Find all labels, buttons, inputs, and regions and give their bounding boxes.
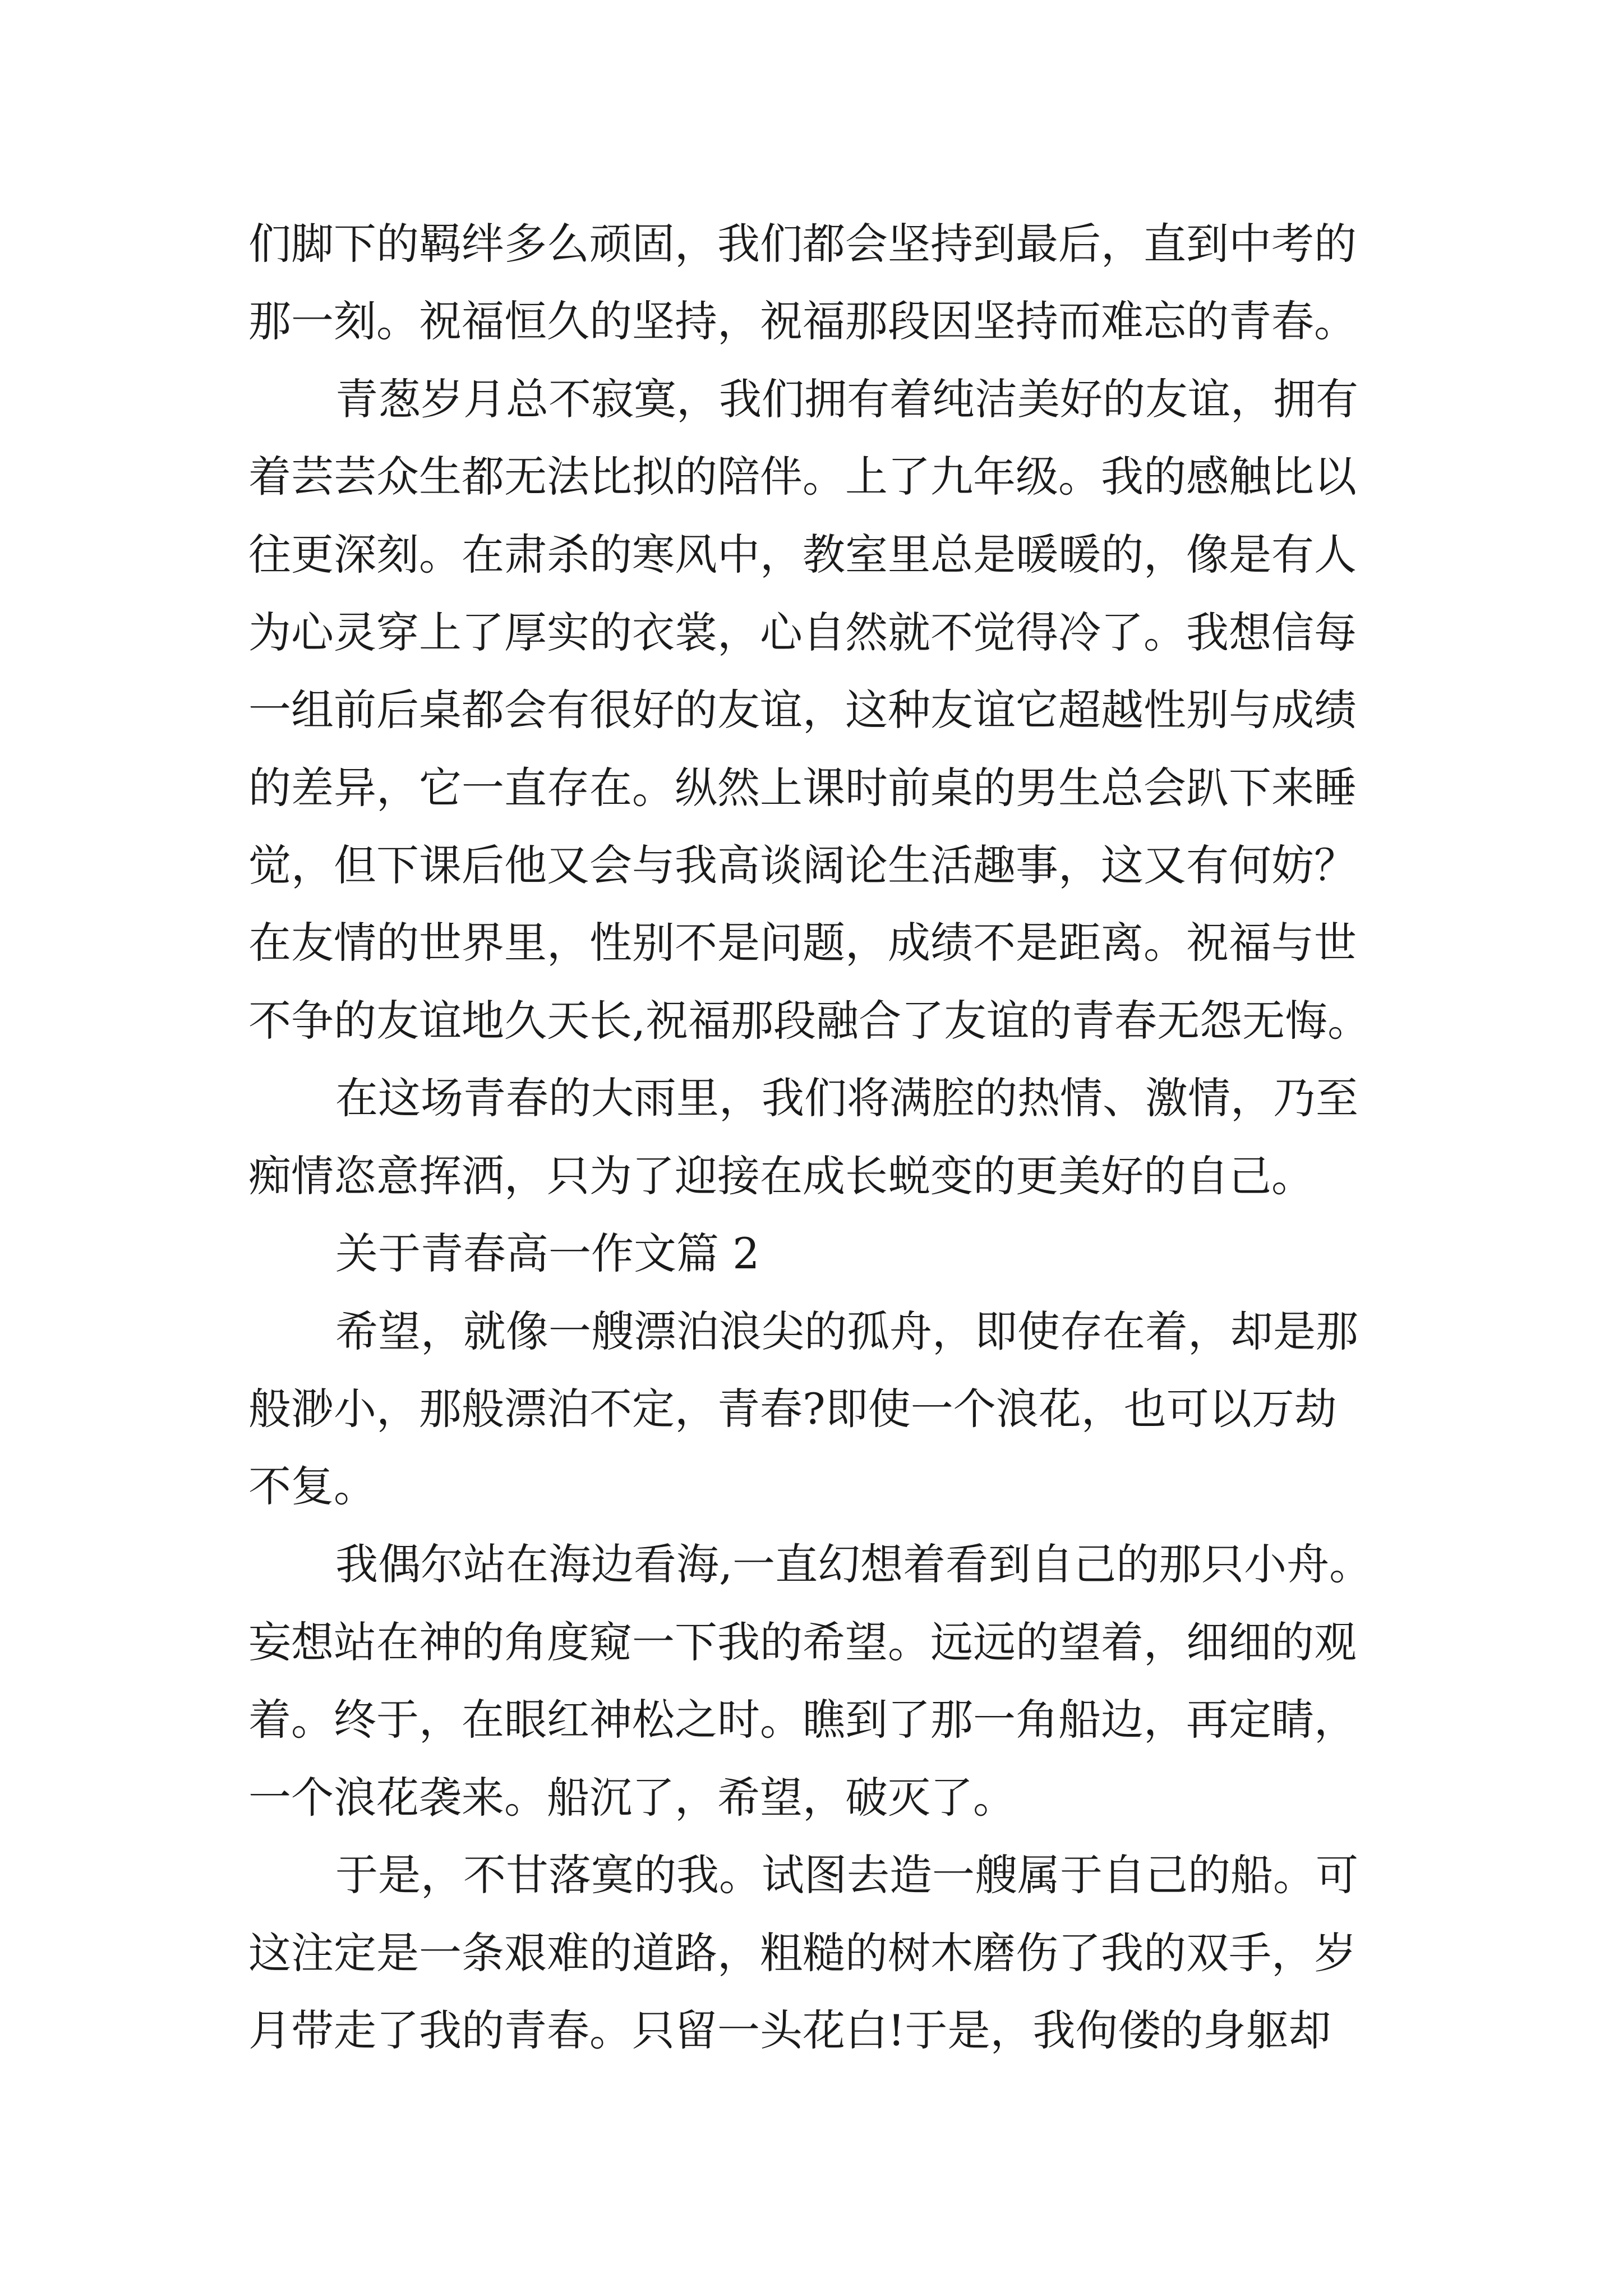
text-line: 痴情恣意挥洒，只为了迎接在成长蜕变的更美好的自己。 <box>248 1151 1314 1201</box>
text-line: 一组前后桌都会有很好的友谊，这种友谊它超越性别与成绩 <box>248 685 1357 735</box>
paragraph-start-line: 在这场青春的大雨里，我们将满腔的热情、激情，乃至 <box>335 1073 1358 1123</box>
text-line: 月带走了我的青春。只留一头花白!于是，我佝偻的身躯却 <box>248 2005 1331 2055</box>
text-line: 般渺小，那般漂泊不定，青春?即使一个浪花，也可以万劫 <box>248 1384 1337 1434</box>
text-line: 们脚下的羁绊多么顽固，我们都会坚持到最后，直到中考的 <box>248 219 1357 269</box>
text-line: 在友情的世界里，性别不是问题，成绩不是距离。祝福与世 <box>248 918 1357 968</box>
text-line: 为心灵穿上了厚实的衣裳，心自然就不觉得冷了。我想信每 <box>248 608 1357 657</box>
paragraph-start-line: 青葱岁月总不寂寞，我们拥有着纯洁美好的友谊，拥有 <box>335 374 1358 424</box>
text-line: 往更深刻。在肃杀的寒风中，教室里总是暖暖的，像是有人 <box>248 530 1357 579</box>
text-line: 的差异，它一直存在。纵然上课时前桌的男生总会趴下来睡 <box>248 763 1357 813</box>
text-line: 着芸芸众生都无法比拟的陪伴。上了九年级。我的感触比以 <box>248 452 1357 501</box>
section-heading: 关于青春高一作文篇 2 <box>335 1228 760 1278</box>
text-line: 不复。 <box>248 1461 376 1511</box>
text-line: 这注定是一条艰难的道路，粗糙的树木磨伤了我的双手，岁 <box>248 1928 1357 1978</box>
text-line: 不争的友谊地久天长,祝福那段融合了友谊的青春无怨无悔。 <box>248 996 1371 1046</box>
paragraph-start-line: 希望，就像一艘漂泊浪尖的孤舟，即使存在着，却是那 <box>335 1306 1358 1356</box>
text-line: 一个浪花袭来。船沉了，希望，破灭了。 <box>248 1773 1016 1823</box>
text-line: 着。终于，在眼红神松之时。瞧到了那一角船边，再定睛， <box>248 1695 1357 1745</box>
text-line: 觉，但下课后他又会与我高谈阔论生活趣事，这又有何妨？ <box>248 840 1357 890</box>
text-line: 那一刻。祝福恒久的坚持，祝福那段因坚持而难忘的青春。 <box>248 296 1357 346</box>
paragraph-start-line: 于是，不甘落寞的我。试图去造一艘属于自己的船。可 <box>335 1850 1358 1900</box>
paragraph-start-line: 我偶尔站在海边看海,一直幻想着看到自己的那只小舟。 <box>335 1539 1372 1589</box>
text-line: 妄想站在神的角度窥一下我的希望。远远的望着，细细的观 <box>248 1617 1357 1667</box>
